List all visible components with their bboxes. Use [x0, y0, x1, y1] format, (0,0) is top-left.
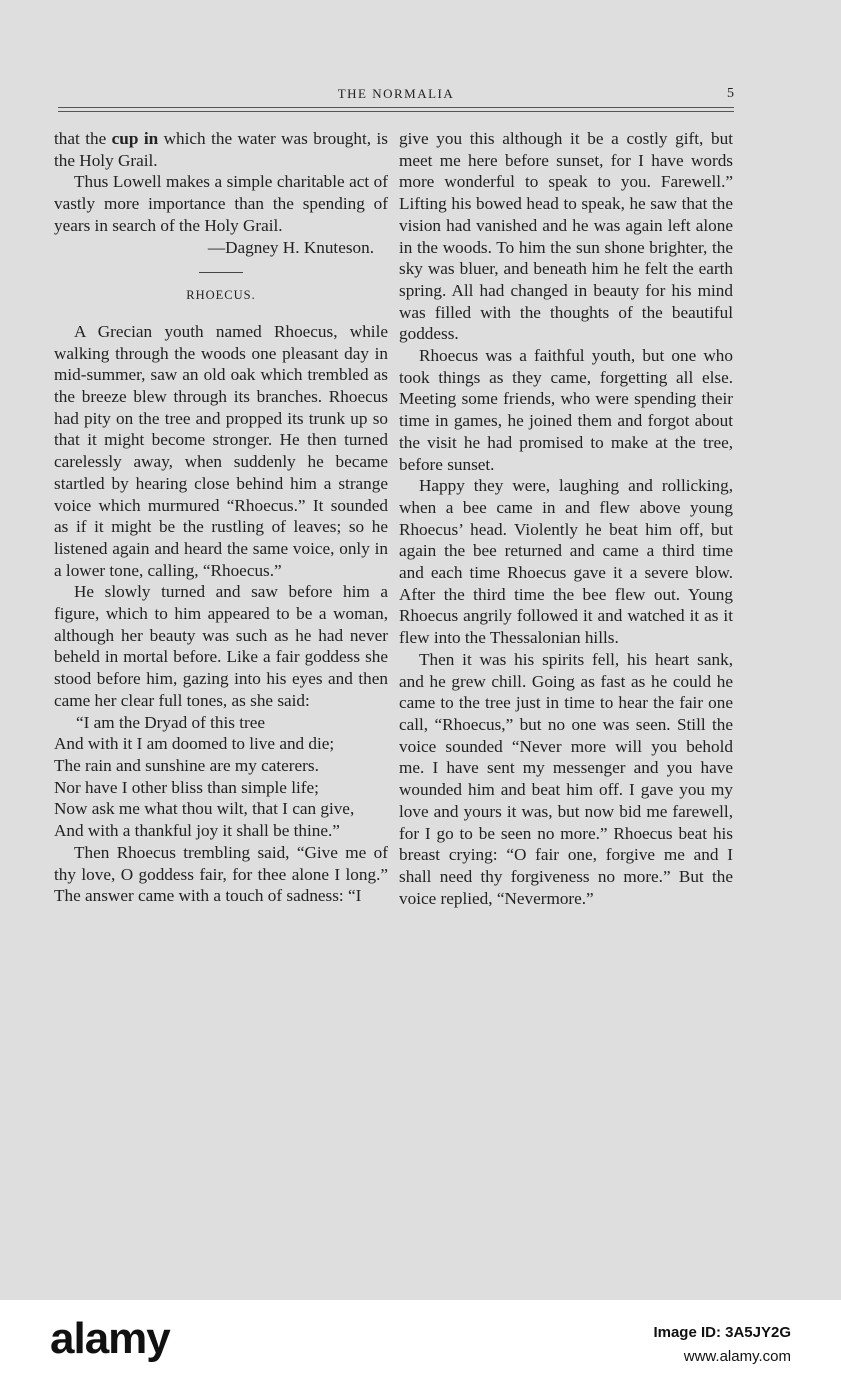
- page-number: 5: [727, 86, 734, 101]
- author-signature: —Dagney H. Knuteson.: [207, 237, 374, 257]
- paragraph-grecian-youth: A Grecian youth named Rhoecus, while walking through the woods one pleasant day in mid-summer, saw an old oak which trembled as the breeze blew through its branches. Rhoecus had pity on the tree and propped its trunk up so that it might become stronger. He then turned carelessly away, when suddenly he became startled by hearing close behind him a strange voice which murmured “Rhoecus.” It sounded as if it might be the rustling of leaves; so he listened again and heard the same voice, only in a lower tone, calling, “Rhoecus.”: [54, 321, 388, 580]
- header-rule-top: [58, 107, 734, 108]
- verse-line: And with a thankful joy it shall be thine.”: [54, 821, 340, 841]
- paragraph-holy-grail-end: [54, 128, 388, 171]
- right-column: [399, 128, 733, 909]
- verse-line: And with it I am doomed to live and die;: [54, 734, 335, 754]
- verse-line: The rain and sunshine are my caterers.: [54, 755, 319, 775]
- left-column: [54, 128, 388, 907]
- paragraph-figure: He slowly turned and saw before him a figure, which to him appeared to be a woman, although her beauty was such as he had never beheld in mortal before. Like a fair goddess she stood before him, gazing into his eyes and then came her clear full tones, as she said:: [54, 582, 388, 710]
- section-divider: [199, 272, 243, 273]
- dryad-verse: [54, 712, 388, 842]
- paragraph-bee: Happy they were, laughing and rollicking, when a bee came in and flew above young Rhoecus’ head. Violently he beat him off, but again the bee returned and came a third time and each time Rhoecus gave it a severe blow. After the third time the bee flew out. Young Rhoecus angrily followed it and watched it as it flew into the Thessalonian hills.: [399, 476, 733, 648]
- paragraph-rhoecus-trembling: Then Rhoecus trembling said, “Give me of thy love, O goddess fair, for thee alone I long.” The answer came with a touch of sadness: “I: [54, 842, 388, 906]
- paragraph-faithful-youth: Rhoecus was a faithful youth, but one who took things as they came, forgetting all else. Meeting some friends, who were spending their time in games, he joined them and forgot about the visit he had promised to make at the tree, before sunset.: [399, 346, 733, 474]
- watermark-footer: [0, 1300, 841, 1390]
- paragraph-costly-gift: give you this although it be a costly gift, but meet me here before sunset, for I have words more wonderful to speak to you. Farewell.” Lifting his bowed head to speak, he saw that the vision had vanished and he was again left alone in the woods. To him the sun shone brighter, the sky was bluer, and beneath him he felt the earth spring. All had changed in beauty for his mind was filled with the thoughts of the beautiful goddess.: [399, 129, 733, 344]
- verse-line: Nor have I other bliss than simple life;: [54, 777, 319, 797]
- bold-text: cup in: [111, 129, 159, 148]
- verse-line: Now ask me what thou wilt, that I can give,: [54, 799, 355, 819]
- alamy-logo: alamy: [50, 1314, 170, 1363]
- image-id-label: Image ID: 3A5JY2G: [653, 1324, 791, 1341]
- header-rule-bottom: [58, 111, 734, 112]
- paragraph-lowell: Thus Lowell makes a simple charitable act of vastly more importance than the spending of years in search of the Holy Grail.: [54, 172, 388, 235]
- site-url: www.alamy.com: [683, 1348, 791, 1365]
- section-heading: RHOECUS.: [186, 288, 256, 303]
- journal-title: THE NORMALIA: [337, 86, 455, 101]
- verse-line: “I am the Dryad of this tree: [76, 712, 265, 732]
- paragraph-nevermore: Then it was his spirits fell, his heart sank, and he grew chill. Going as fast as he could he came to the tree just in time to hear the fair one call, “Rhoecus,” but no one was seen. Still the voice sounded “Never more will you behold me. I have sent my messenger and you have wounded him and beat him off. I gave you my love and yours it was, but now bid me farewell, for I go to be seen no more.” Rhoecus beat his breast crying: “O fair one, forgive me and I shall need thy forgiveness no more.” But the voice replied, “Nevermore.”: [399, 649, 733, 908]
- text-run: that the: [54, 129, 112, 148]
- text-run: which the water was brought, is the Holy Grail.: [54, 129, 388, 170]
